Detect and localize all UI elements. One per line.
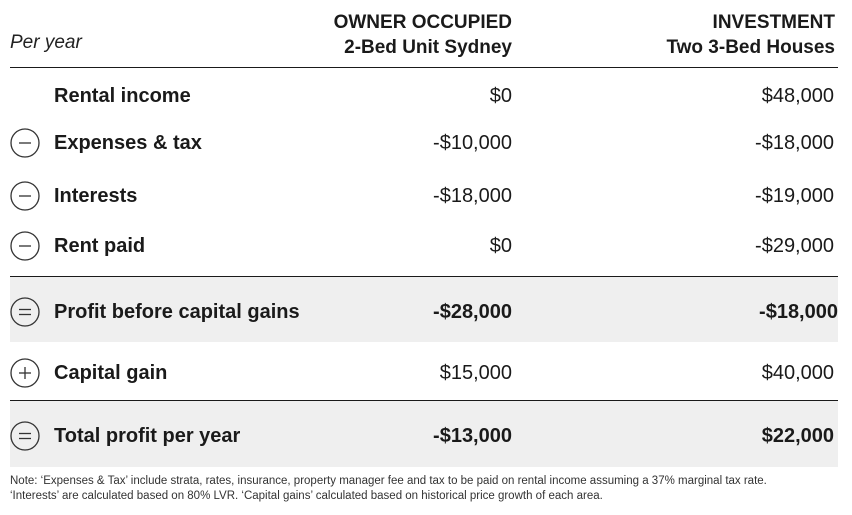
per-year-label: Per year [10,32,82,53]
subtotal-divider [10,276,838,277]
owner-occupied-title: OWNER OCCUPIED [333,12,512,33]
table-row-capital-gain [10,358,838,388]
investment-value: $48,000 [761,85,834,107]
owner-value: -$10,000 [433,132,512,154]
owner-value: -$13,000 [433,425,512,447]
table-row-expenses [10,128,838,158]
row-label: Profit before capital gains [54,301,300,323]
owner-value: $0 [489,235,512,257]
minus-icon [10,231,40,261]
investment-header [666,10,835,60]
owner-value: -$18,000 [433,185,512,207]
equals-icon [10,421,40,451]
investment-value: -$18,000 [755,132,834,154]
row-label: Total profit per year [54,425,241,447]
owner-occupied-header [334,10,512,60]
minus-icon [10,128,40,158]
row-label: Rental income [54,85,191,107]
row-label: Expenses & tax [54,132,202,154]
plus-icon [10,358,40,388]
row-label: Rent paid [54,235,146,257]
investment-subtitle: Two 3-Bed Houses [666,37,835,58]
header-divider [10,67,838,68]
investment-value: $22,000 [761,425,834,447]
table-row-rental-income [10,81,838,111]
minus-icon [10,181,40,211]
owner-value: $0 [489,85,512,107]
investment-value: -$19,000 [755,185,834,207]
investment-title: INVESTMENT [712,12,835,33]
investment-value: -$29,000 [755,235,834,257]
footnote [10,474,840,504]
equals-icon [10,297,40,327]
total-divider [10,400,838,401]
row-label: Capital gain [54,362,168,384]
footnote-line-1: Note: ‘Expenses & Tax’ include strata, rates, insurance, property manager fee and tax to be paid on rental income assuming a 37% marginal tax rate. [10,475,767,487]
row-label: Interests [54,185,138,207]
owner-value: $15,000 [439,362,512,384]
table-row-profit-before-capital-gains [10,297,838,327]
table-row-rent-paid [10,231,838,261]
table-row-total-profit [10,421,838,451]
table-row-interests [10,181,838,211]
investment-value: -$18,000 [759,301,838,323]
footnote-line-2: ‘Interests’ are calculated based on 80% LVR. ‘Capital gains’ calculated based on historical price growth of each area. [10,490,603,502]
owner-occupied-subtitle: 2-Bed Unit Sydney [344,37,512,58]
owner-value: -$28,000 [433,301,512,323]
investment-value: $40,000 [761,362,834,384]
